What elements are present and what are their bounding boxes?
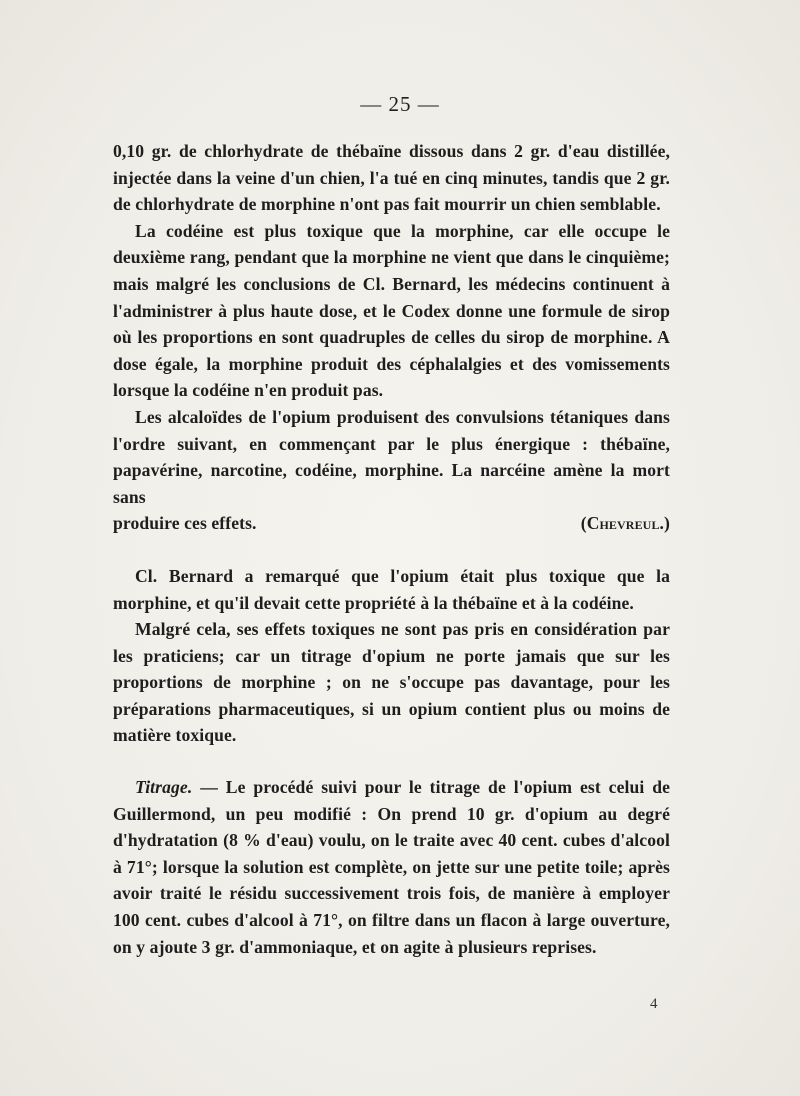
paragraph-6 bbox=[113, 774, 670, 960]
paragraph-3-last-line bbox=[113, 510, 670, 537]
page-number: — 25 — bbox=[360, 92, 440, 116]
paragraph-3-end: produire ces effets. bbox=[113, 513, 257, 534]
paragraph-3: Les alcaloïdes de l'opium produisent des convulsions tétaniques dans l'ordre suivant, en commençant par le plus énergique : thébaïne, papavérine, narcotine, codéine, morphine. La narcéine amène la mort sans bbox=[113, 406, 670, 507]
paragraph-1: 0,10 gr. de chlorhydrate de thébaïne dissous dans 2 gr. d'eau distillée, injectée dans la veine d'un chien, l'a tué en cinq minutes, tandis que 2 gr. de chlorhydrate de morphine n'ont pas fait mourrir un chien semblable. bbox=[113, 141, 670, 215]
paragraph-6-body: — Le procédé suivi pour le titrage de l'opium est celui de Guillermond, un peu modifié : On prend 10 gr. d'opium au degré d'hydratation (8 % d'eau) voulu, on le traite avec 40 cent. cubes d'alcool à 71°; lorsque la solution est complète, on jette sur une petite toile; après avoir traité le résidu successivement trois fois, de manière à employer 100 cent. cubes d'alcool à 71°, on filtre dans un flacon à large ouverture, on y ajoute 3 gr. d'ammoniaque, et on agite à plusieurs reprises. bbox=[113, 777, 670, 957]
paragraph-5: Malgré cela, ses effets toxiques ne sont pas pris en considération par les praticiens; car un titrage d'opium ne porte jamais que sur les proportions de morphine ; on ne s'occupe pas davantage, pour les préparations pharmaceutiques, si un opium contient plus ou moins de matière toxique. bbox=[113, 619, 670, 746]
section-gap bbox=[113, 749, 670, 774]
attribution: (Chevreul.) bbox=[580, 513, 670, 534]
section-gap bbox=[113, 537, 670, 563]
signature-mark: 4 bbox=[650, 996, 658, 1012]
body-text bbox=[113, 138, 670, 960]
titrage-heading: Titrage. bbox=[135, 777, 193, 798]
paragraph-4: Cl. Bernard a remarqué que l'opium était plus toxique que la morphine, et qu'il devait cette propriété à la thébaïne et à la codéine. bbox=[113, 565, 670, 613]
paragraph-2: La codéine est plus toxique que la morphine, car elle occupe le deuxième rang, pendant que la morphine ne vient que dans le cinquième; mais malgré les conclusions de Cl. Bernard, les médecins continuent à l'administrer à plus haute dose, et le Codex donne une formule de sirop où les proportions en sont quadruples de celles du sirop de morphine. A dose égale, la morphine produit des céphalalgies et des vomissements lorsque la codéine n'en produit pas. bbox=[113, 220, 670, 401]
